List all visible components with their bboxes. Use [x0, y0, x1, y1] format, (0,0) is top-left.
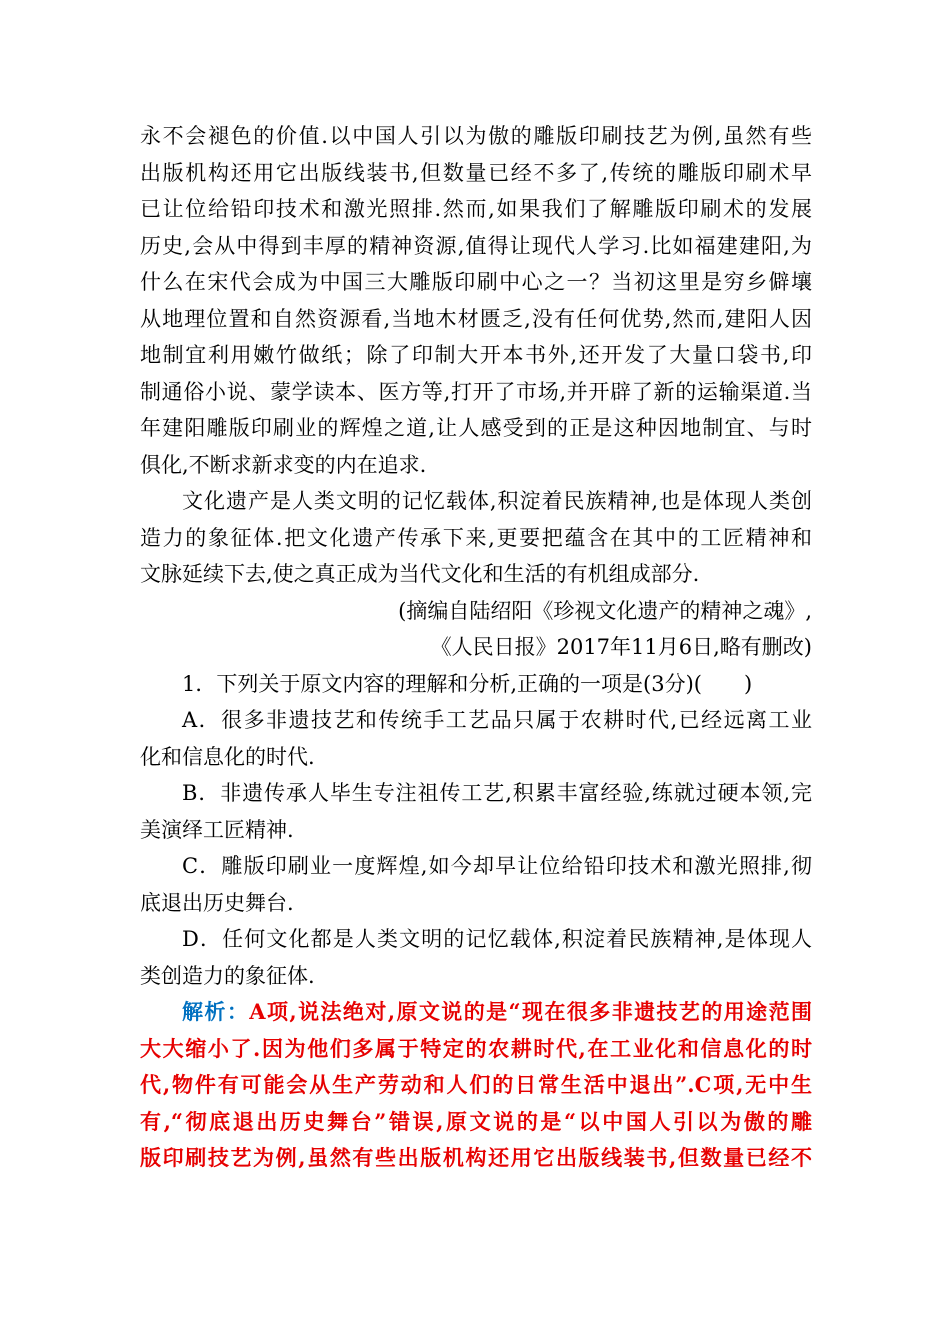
passage-line: 已让位给铅印技术和激光照排.然而,如果我们了解雕版印刷术的发展: [140, 197, 812, 221]
passage-paragraph-2: [140, 483, 812, 593]
option-line: B．非遗传承人毕生专注祖传工艺,积累丰富经验,练就过硬本领,完: [182, 781, 812, 805]
passage-line: 历史,会从中得到丰厚的精神资源,值得让现代人学习.比如福建建阳,为: [140, 233, 812, 258]
analysis-first-line: [140, 994, 812, 1031]
question-1: [140, 666, 812, 995]
option-line: 底退出历史舞台.: [140, 890, 294, 915]
option-line: C．雕版印刷业一度辉煌,如今却早让位给铅印技术和激光照排,彻: [182, 854, 812, 878]
source-citation: [140, 593, 812, 666]
passage-line: 什么在宋代会成为中国三大雕版印刷中心之一？当初这里是穷乡僻壤: [140, 270, 812, 294]
analysis-block: [140, 994, 812, 1177]
analysis-text: A项,说法绝对,原文说的是“现在很多非遗技艺的用途范围: [249, 999, 813, 1024]
option-d: [140, 921, 812, 994]
option-c: [140, 848, 812, 921]
analysis-line: 有,“彻底退出历史舞台”错误,原文说的是“以中国人引以为傲的雕: [140, 1108, 812, 1134]
source-line: (摘编自陆绍阳《珍视文化遗产的精神之魂》,: [398, 598, 812, 623]
option-line: A．很多非遗技艺和传统手工艺品只属于农耕时代,已经远离工业: [182, 708, 812, 732]
option-a: [140, 702, 812, 775]
analysis-label: 解析：: [182, 999, 250, 1024]
passage-line: 从地理位置和自然资源看,当地木材匮乏,没有任何优势,然而,建阳人因: [140, 306, 812, 331]
option-b: [140, 775, 812, 848]
passage-line: 文脉延续下去,使之真正成为当代文化和生活的有机组成部分.: [140, 562, 700, 586]
source-line: 《人民日报》2017年11月6日,略有删改): [430, 635, 812, 659]
passage-line: 地制宜利用嫩竹做纸；除了印制大开本书外,还开发了大量口袋书,印: [140, 343, 812, 367]
option-line: 美演绎工匠精神.: [140, 817, 294, 842]
option-line: 类创造力的象征体.: [140, 963, 315, 988]
question-stem: 1．下列关于原文内容的理解和分析,正确的一项是(3分)( ): [182, 671, 753, 696]
passage-line: 永不会褪色的价值.以中国人引以为傲的雕版印刷技艺为例,虽然有些: [140, 124, 812, 148]
analysis-line: 代,物件有可能会从生产劳动和人们的日常生活中退出”.C项,无中生: [140, 1072, 812, 1097]
passage-paragraph-1: [140, 118, 812, 483]
analysis-line: 大大缩小了.因为他们多属于特定的农耕时代,在工业化和信息化的时: [140, 1035, 812, 1061]
passage-line: 文化遗产是人类文明的记忆载体,积淀着民族精神,也是体现人类创: [182, 489, 812, 513]
passage-line: 制通俗小说、蒙学读本、医方等,打开了市场,并开辟了新的运输渠道.当: [140, 379, 812, 404]
document-page: [140, 118, 812, 1177]
option-line: D．任何文化都是人类文明的记忆载体,积淀着民族精神,是体现人: [182, 927, 812, 951]
passage-line: 年建阳雕版印刷业的辉煌之道,让人感受到的正是这种因地制宜、与时: [140, 416, 812, 440]
passage-line: 造力的象征体.把文化遗产传承下来,更要把蕴含在其中的工匠精神和: [140, 525, 812, 550]
option-line: 化和信息化的时代.: [140, 744, 315, 769]
analysis-line: 版印刷技艺为例,虽然有些出版机构还用它出版线装书,但数量已经不: [140, 1145, 812, 1170]
passage-line: 俱化,不断求新求变的内在追求.: [140, 452, 427, 477]
passage-line: 出版机构还用它出版线装书,但数量已经不多了,传统的雕版印刷术早: [140, 160, 812, 185]
